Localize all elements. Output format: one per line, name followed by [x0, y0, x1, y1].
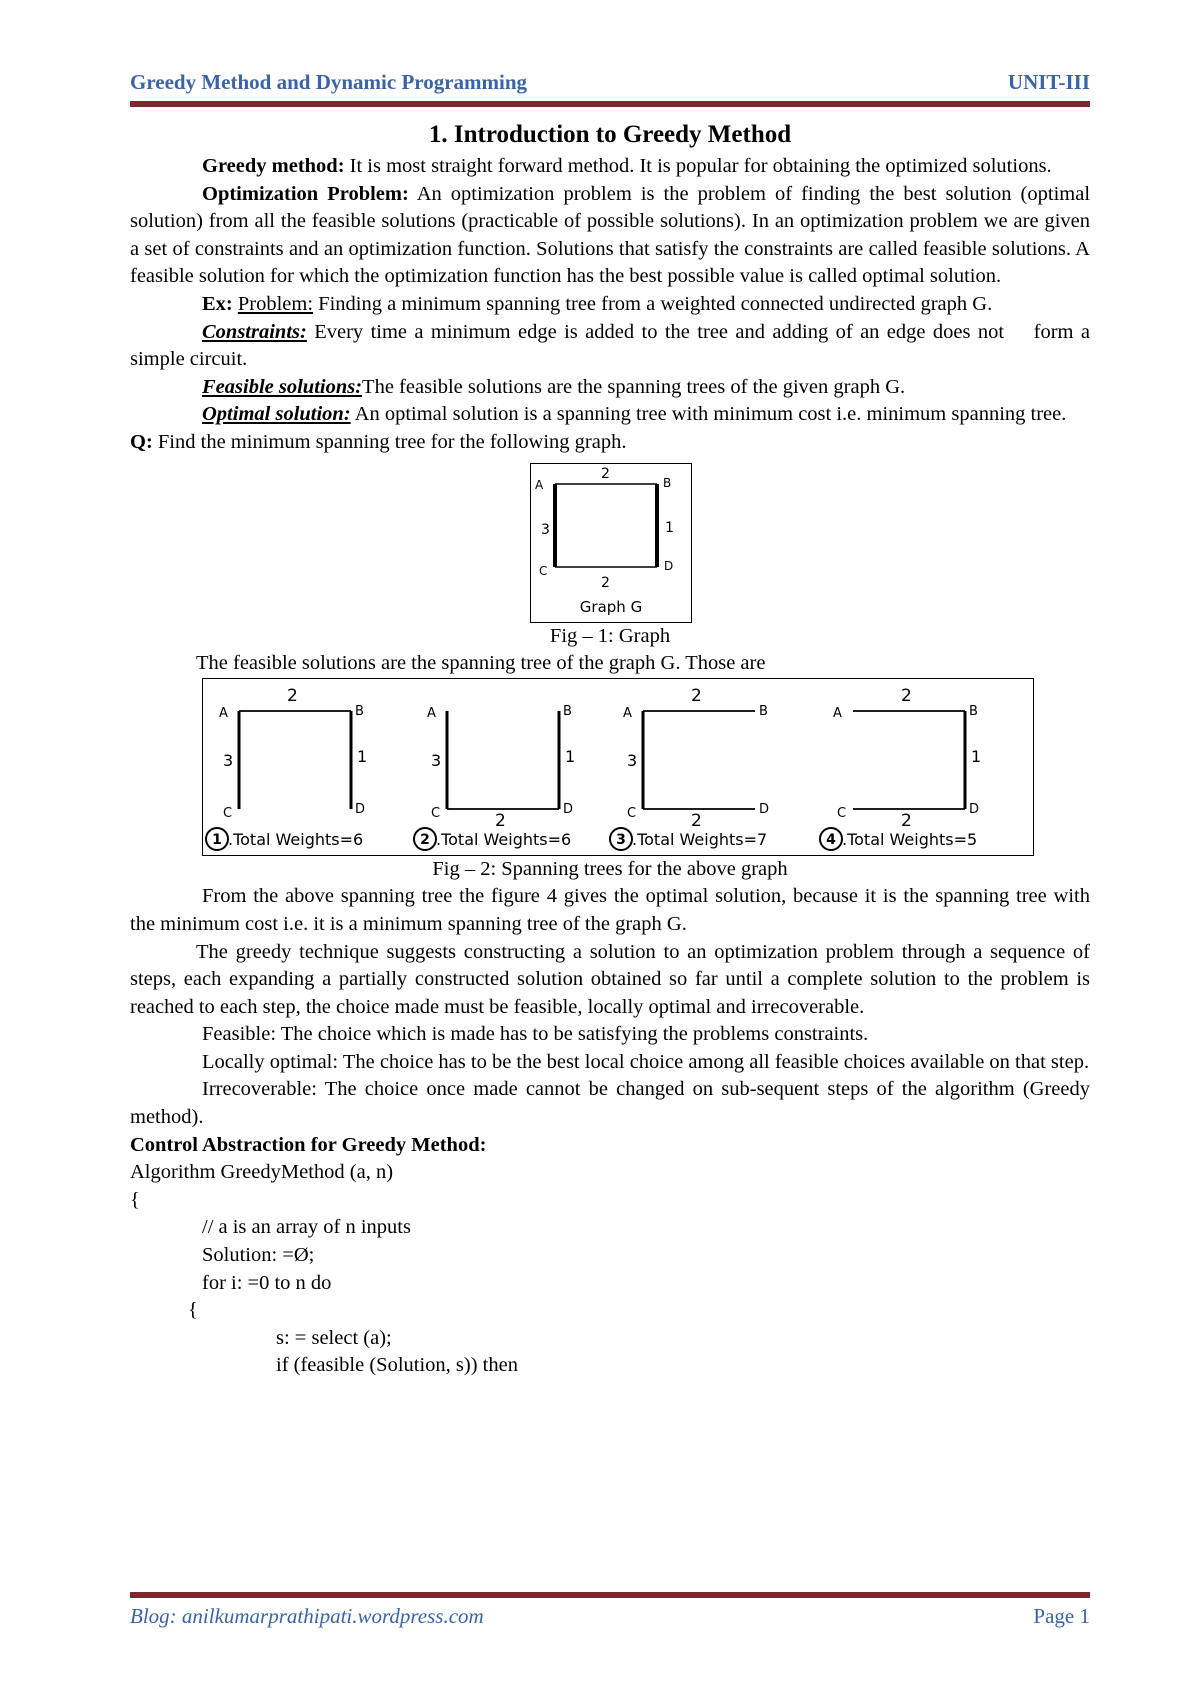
tree-3-total-weights: .Total Weights=7: [632, 829, 768, 849]
tree-1-node-a: A: [219, 705, 228, 721]
para-optimization-problem: [130, 181, 1090, 291]
tree-4-number: 4: [826, 831, 836, 848]
node-c-label: C: [539, 563, 548, 578]
tree-1-node-c: C: [223, 805, 233, 821]
para-question: [130, 429, 1090, 457]
text-optimization-problem: An optimization problem is the problem of finding the best solution (optimal solution) from all the feasible solutions (practicable of possible solutions). In an optimization problem we are given a set of constraints and an optimization function. Solutions that satisfy the constraints are called feasible solutions. A feasible solution for which the optimization function has the best possible value is called optimal solution.: [130, 182, 1091, 288]
weight-ab: 2: [601, 465, 610, 482]
tree-1-node-b: B: [355, 703, 364, 719]
tree-3-node-b: B: [759, 703, 768, 719]
node-d-label: D: [664, 558, 674, 573]
document-body: [130, 118, 1096, 1380]
tree-4-node-a: A: [833, 705, 842, 721]
tree-1-number: 1: [212, 831, 222, 848]
control-abstraction-heading: Control Abstraction for Greedy Method:: [130, 1133, 487, 1156]
tree-1-weight-ab: 2: [287, 685, 298, 706]
tree-3-node-c: C: [627, 805, 637, 821]
graph-g-diagram: [531, 464, 691, 622]
para-greedy-method: [130, 153, 1090, 181]
text-question: Find the minimum spanning tree for the following graph.: [152, 430, 627, 453]
tree-1-weight-ac: 3: [223, 750, 234, 770]
code-line-6: {: [188, 1299, 198, 1322]
para-feasible-solutions: [130, 374, 1090, 402]
code-line-4: Solution: =Ø;: [202, 1244, 315, 1267]
label-problem: Problem:: [237, 292, 314, 315]
footer-rule: [130, 1592, 1090, 1598]
para-optimal-explanation: From the above spanning tree the figure 4 gives the optimal solution, because it is the spanning tree with the minimum cost i.e. it is a minimum spanning tree of the graph G.: [130, 885, 1090, 935]
tree-4-weight-bd: 1: [971, 746, 982, 766]
tree-2-node-c: C: [431, 805, 441, 821]
tree-4-total-weights: .Total Weights=5: [842, 829, 978, 849]
section-title: 1. Introduction to Greedy Method: [428, 121, 792, 148]
label-optimal-solution: Optimal solution:: [202, 403, 351, 426]
tree-3-node-a: A: [623, 705, 632, 721]
tree-4-node-b: B: [969, 703, 978, 719]
tree-4-weight-ab: 2: [901, 685, 912, 706]
weight-bd: 1: [665, 519, 674, 536]
tree-1-weight-bd: 1: [357, 746, 368, 766]
figure-spanning-trees: [202, 678, 1034, 856]
tree-4-node-d: D: [969, 801, 980, 817]
header-rule: [130, 101, 1090, 107]
figure-graph-g: [530, 463, 692, 623]
para-optimal-solution: [130, 401, 1090, 429]
fig1-caption: Fig – 1: Graph: [549, 624, 671, 647]
para-greedy-technique: The greedy technique suggests constructing a solution to an optimization problem through a sequence of steps, each expanding a partially constructed solution obtained so far until a complete solution to the problem is reached to each step, the choice made must be feasible, locally optimal and irrecoverable.: [130, 940, 1090, 1018]
tree-3-weight-ab: 2: [691, 685, 702, 706]
text-feasible-solutions: The feasible solutions are the spanning trees of the given graph G.: [362, 375, 906, 398]
code-line-1: Algorithm GreedyMethod (a, n): [130, 1161, 394, 1184]
label-optimization-problem: Optimization Problem:: [202, 182, 409, 205]
tree-2-node-b: B: [563, 703, 572, 719]
node-b-label: B: [663, 475, 672, 490]
page-header: [130, 68, 1090, 98]
header-title: Greedy Method and Dynamic Programming: [130, 70, 528, 94]
para-locally-optimal-def: Locally optimal: The choice has to be the best local choice among all feasible choices available on that step.: [202, 1050, 1090, 1073]
spanning-trees-diagram: [203, 679, 1033, 855]
tree-3-node-d: D: [759, 801, 770, 817]
para-feasible-def: Feasible: The choice which is made has to be satisfying the problems constraints.: [202, 1023, 869, 1046]
header-unit: UNIT-III: [1007, 70, 1090, 94]
footer-blog: Blog: anilkumarprathipati.wordpress.com: [130, 1604, 484, 1628]
code-line-3: // a is an array of n inputs: [202, 1216, 411, 1239]
para-constraints: [130, 319, 1096, 374]
tree-1-total-weights: .Total Weights=6: [228, 829, 364, 849]
tree-3-weight-cd: 2: [691, 810, 702, 831]
code-line-2: {: [130, 1188, 140, 1211]
code-line-7: s: = select (a);: [276, 1326, 392, 1349]
tree-2-node-d: D: [563, 801, 574, 817]
node-a-label: A: [535, 477, 544, 492]
tree-2-node-a: A: [427, 705, 436, 721]
tree-2-weight-cd: 2: [495, 810, 506, 831]
tree-4-weight-cd: 2: [901, 810, 912, 831]
tree-4-node-c: C: [837, 805, 847, 821]
label-greedy-method: Greedy method:: [202, 155, 345, 177]
tree-3-number: 3: [616, 831, 626, 848]
code-line-8: if (feasible (Solution, s)) then: [276, 1354, 518, 1377]
tree-2-weight-bd: 1: [565, 746, 576, 766]
text-constraints: Every time a minimum edge is added to the tree and adding of an edge does not form a simple circuit.: [130, 320, 1096, 371]
footer-page-number: Page 1: [1033, 1604, 1090, 1628]
label-ex: Ex:: [202, 292, 233, 315]
tree-2-number: 2: [420, 831, 430, 848]
label-feasible-solutions: Feasible solutions:: [202, 375, 363, 398]
weight-cd: 2: [601, 574, 610, 591]
para-feasible-intro: The feasible solutions are the spanning tree of the graph G. Those are: [196, 652, 766, 675]
graph-label: Graph G: [579, 597, 643, 616]
label-question: Q:: [130, 430, 153, 453]
text-optimal-solution: An optimal solution is a spanning tree with minimum cost i.e. minimum spanning tree.: [350, 403, 1067, 426]
tree-2-total-weights: .Total Weights=6: [436, 829, 572, 849]
document-page: [130, 0, 1096, 1696]
text-problem: Finding a minimum spanning tree from a weighted connected undirected graph G.: [313, 292, 993, 315]
tree-1-node-d: D: [355, 801, 366, 817]
para-irrecoverable-def: Irrecoverable: The choice once made cannot be changed on sub-sequent steps of the algorithm (Greedy method).: [130, 1078, 1090, 1129]
fig2-caption: Fig – 2: Spanning trees for the above graph: [432, 857, 788, 880]
para-example-problem: [130, 291, 1090, 319]
code-line-5: for i: =0 to n do: [202, 1271, 332, 1294]
label-constraints: Constraints:: [202, 320, 307, 343]
text-greedy-method: It is most straight forward method. It is popular for obtaining the optimized solutions.: [344, 155, 1052, 177]
weight-ac: 3: [541, 521, 550, 538]
tree-3-weight-ac: 3: [627, 750, 638, 770]
tree-2-weight-ac: 3: [431, 750, 442, 770]
